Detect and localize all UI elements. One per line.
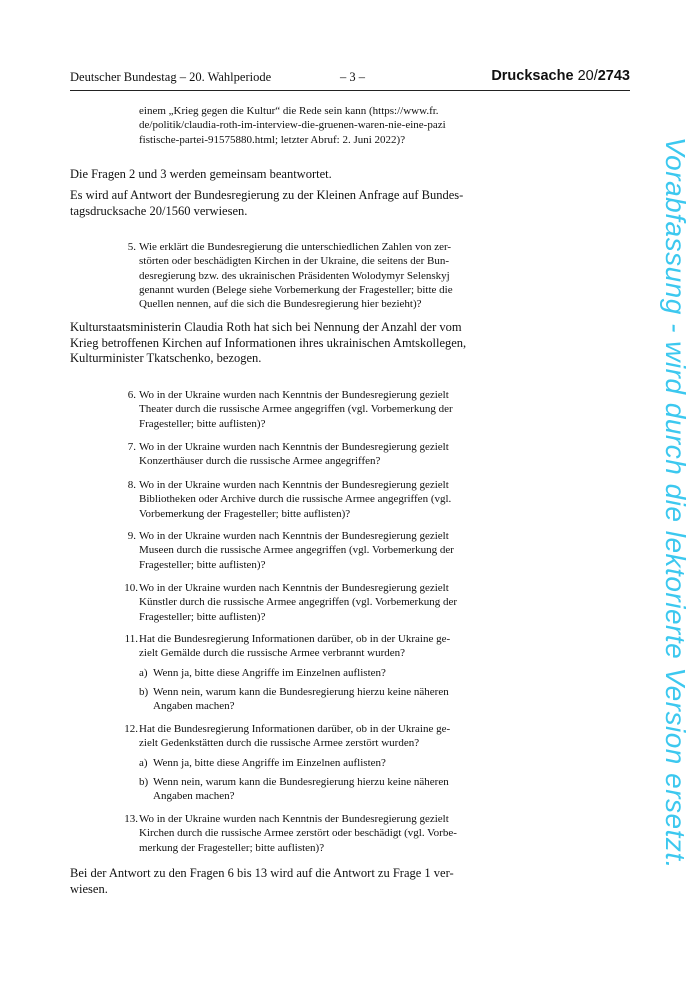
question-line: Wie erklärt die Bundesregierung die unterschiedlichen Zahlen von zer- xyxy=(139,241,452,253)
question-line: Fragesteller; bitte auflisten)? xyxy=(139,610,266,623)
question-7 xyxy=(112,440,472,469)
question-line: Fragesteller; bitte auflisten)? xyxy=(139,558,266,571)
answer-line: wiesen. xyxy=(70,881,108,896)
header-drucksache-id: 2743 xyxy=(597,68,630,84)
question-number: 13. xyxy=(124,813,138,825)
question-10 xyxy=(112,581,472,624)
sub-question-line: Angaben machen? xyxy=(153,790,235,803)
question-text xyxy=(139,440,472,469)
question-text xyxy=(139,529,472,572)
question-line: Wo in der Ukraine wurden nach Kenntnis der Bundesregierung gezielt xyxy=(139,530,449,542)
header-drucksache-number: 20/ xyxy=(577,68,598,84)
header-drucksache xyxy=(491,68,630,84)
question-line: genannt wurden (Belege siehe Vorbemerkung der Fragesteller; bitte die xyxy=(139,283,453,296)
question-text xyxy=(139,632,472,661)
quote-line: de/politik/claudia-roth-im-interview-die-gruenen-waren-nie-eine-pazi xyxy=(139,119,446,132)
sub-question-text xyxy=(153,775,472,804)
answer-2-3-intro: Die Fragen 2 und 3 werden gemeinsam beantwortet. xyxy=(70,167,332,181)
question-line: zielt Gemälde durch die russische Armee verbrannt wurden? xyxy=(139,647,406,660)
question-line: desregierung bzw. des ukrainischen Präsidenten Wolodymyr Selenskyj xyxy=(139,269,450,282)
question-text xyxy=(139,240,472,311)
question-number: 9. xyxy=(127,530,136,542)
sub-question-label: a) xyxy=(139,756,148,769)
question-line: Wo in der Ukraine wurden nach Kenntnis der Bundesregierung gezielt xyxy=(139,479,449,491)
question-line: merkung der Fragesteller; bitte auflisten)? xyxy=(139,841,325,854)
question-number: 12. xyxy=(124,723,138,735)
question-line: Wo in der Ukraine wurden nach Kenntnis der Bundesregierung gezielt xyxy=(139,582,449,594)
question-line: Wo in der Ukraine wurden nach Kenntnis der Bundesregierung gezielt xyxy=(139,813,449,825)
sub-question-a xyxy=(112,666,472,680)
sub-question-line: Wenn nein, warum kann die Bundesregierung hierzu keine näheren xyxy=(153,775,449,788)
draft-watermark xyxy=(650,118,700,888)
page-header xyxy=(70,70,630,90)
answer-line: tagsdrucksache 20/1560 verwiesen. xyxy=(70,203,248,218)
sub-question-line: Wenn ja, bitte diese Angriffe im Einzelnen auflisten? xyxy=(153,666,386,679)
sub-question-line: Wenn ja, bitte diese Angriffe im Einzelnen auflisten? xyxy=(153,756,386,769)
question-5 xyxy=(112,240,472,311)
question-text xyxy=(139,722,472,751)
sub-question-line: Wenn nein, warum kann die Bundesregierung hierzu keine näheren xyxy=(153,685,449,698)
question-line: Wo in der Ukraine wurden nach Kenntnis der Bundesregierung gezielt xyxy=(139,389,449,401)
question-number: 10. xyxy=(124,582,138,594)
question-number: 8. xyxy=(127,479,136,491)
question-12 xyxy=(112,722,472,803)
sub-question-text xyxy=(153,685,472,714)
answer-2-3 xyxy=(70,188,472,219)
question-11 xyxy=(112,632,472,713)
question-number: 7. xyxy=(127,441,136,453)
question-text xyxy=(139,812,472,855)
question-line: zielt Gedenkstätten durch die russische Armee zerstört wurden? xyxy=(139,737,420,750)
sub-question-label: a) xyxy=(139,666,148,679)
question-line: Bibliotheken oder Archive durch die russische Armee angegriffen (vgl. xyxy=(139,493,452,506)
sub-question-b xyxy=(112,685,472,714)
answer-line: Es wird auf Antwort der Bundesregierung zu der Kleinen Anfrage auf Bundes- xyxy=(70,188,464,202)
sub-question-label: b) xyxy=(139,685,149,698)
quote-line: fistische-partei-91575880.html; letzter Abruf: 2. Juni 2022)? xyxy=(139,133,406,146)
question-8 xyxy=(112,478,472,521)
question-number: 11. xyxy=(124,633,138,645)
question-line: Hat die Bundesregierung Informationen darüber, ob in der Ukraine ge- xyxy=(139,633,451,645)
question-line: Fragesteller; bitte auflisten)? xyxy=(139,417,266,430)
answer-line: Kulturstaatsministerin Claudia Roth hat sich bei Nennung der Anzahl der vom xyxy=(70,320,462,334)
question-line: Museen durch die russische Armee angegriffen (vgl. Vorbemerkung der xyxy=(139,544,454,557)
question-13 xyxy=(112,812,472,855)
question-text xyxy=(139,388,472,431)
sub-question-line: Angaben machen? xyxy=(153,700,235,713)
sub-question-text xyxy=(153,756,472,770)
answer-line: Krieg betroffenen Kirchen auf Informationen ihres ukrainischen Amtskollegen, xyxy=(70,335,467,350)
question-number: 5. xyxy=(127,241,136,253)
header-page-number: – 3 – xyxy=(340,70,365,84)
quote-line: einem „Krieg gegen die Kultur“ die Rede sein kann (https://www.fr. xyxy=(139,105,439,117)
header-rule xyxy=(70,90,630,91)
question-line: störten oder beschädigten Kirchen in der Ukraine, die seitens der Bun- xyxy=(139,255,450,268)
sub-question-b xyxy=(112,775,472,804)
answer-6-13 xyxy=(70,866,472,897)
sub-question-label: b) xyxy=(139,775,149,788)
question-text xyxy=(139,478,472,521)
header-drucksache-label: Drucksache xyxy=(491,68,578,84)
question-line: Konzerthäuser durch die russische Armee angegriffen? xyxy=(139,455,381,468)
question-line: Vorbemerkung der Fragesteller; bitte auflisten)? xyxy=(139,507,351,520)
question-6 xyxy=(112,388,472,431)
draft-watermark-text: Vorabfassung - wird durch die lektorierte Version ersetzt. xyxy=(660,137,691,869)
answer-line: Kulturminister Tkatschenko, bezogen. xyxy=(70,351,262,365)
question-9 xyxy=(112,529,472,572)
question-line: Hat die Bundesregierung Informationen darüber, ob in der Ukraine ge- xyxy=(139,723,451,735)
question-text xyxy=(139,581,472,624)
header-parliament: Deutscher Bundestag – 20. Wahlperiode xyxy=(70,70,272,84)
answer-5 xyxy=(70,320,472,367)
question-line: Kirchen durch die russische Armee zerstört oder beschädigt (vgl. Vorbe- xyxy=(139,827,457,840)
question-line: Wo in der Ukraine wurden nach Kenntnis der Bundesregierung gezielt xyxy=(139,441,449,453)
answer-line: Bei der Antwort zu den Fragen 6 bis 13 wird auf die Antwort zu Frage 1 ver- xyxy=(70,866,454,880)
quote-continuation xyxy=(139,104,472,147)
sub-question-text xyxy=(153,666,472,680)
question-line: Quellen nennen, auf die sich die Bundesregierung hier bezieht)? xyxy=(139,298,422,311)
sub-question-a xyxy=(112,756,472,770)
question-line: Theater durch die russische Armee angegriffen (vgl. Vorbemerkung der xyxy=(139,403,453,416)
question-number: 6. xyxy=(127,389,136,401)
question-line: Künstler durch die russische Armee angegriffen (vgl. Vorbemerkung der xyxy=(139,596,457,609)
